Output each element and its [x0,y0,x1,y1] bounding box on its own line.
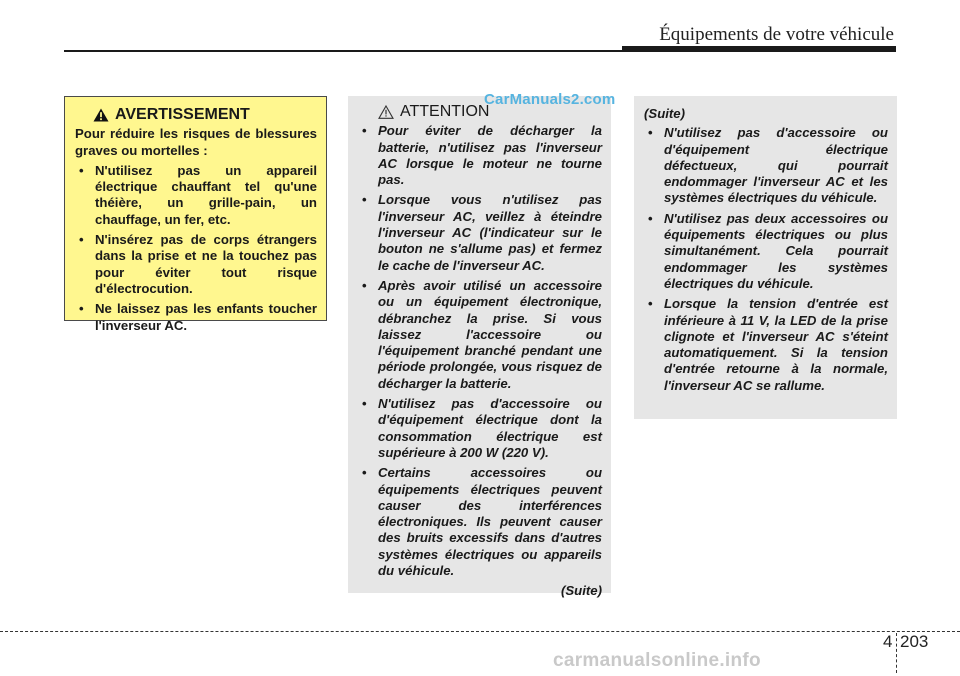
footer-site-logo[interactable]: carmanualsonline.info [553,650,761,671]
continued-marker: (Suite) [560,583,602,599]
list-item: • Ne laissez pas les enfants toucher l'inverseur AC. [75,301,317,334]
attention-box [348,96,611,599]
list-item: • Après avoir utilisé un accessoire ou un équipement électronique, débranchez la prise. Si vous laissez l'accessoire ou l'équipement branché pendant une période prolongée, vous risquez de décharger la batterie. [358,278,602,392]
page-header-title: Équipements de votre véhicule [659,24,894,45]
list-item: • N'utilisez pas d'accessoire ou d'équipement électrique dont la consommation électrique est supérieure à 200 W (220 V). [358,396,602,461]
list-item: • Pour éviter de décharger la batterie, n'utilisez pas l'inverseur AC lorsque le moteur ne tourne pas. [358,123,602,188]
attention-continued-box [634,96,897,419]
warning-title: AVERTISSEMENT [115,106,250,123]
page-number-separator [896,633,897,673]
list-item: • Certains accessoires ou équipements électriques peuvent causer des interférences électroniques. Ils peuvent causer des bruits excessifs dans d'autres systèmes électriques ou appareils du véhicule. [358,465,602,579]
list-item: • N'utilisez pas un appareil électrique chauffant tel qu'une théière, un grille-pain, un chauffage, un fer, etc. [75,163,317,228]
chapter-number: 4 [883,632,893,651]
attention-title: ATTENTION [400,103,490,120]
footer-rule [0,631,960,632]
site-watermark[interactable]: CarManuals2.com [484,91,616,108]
warning-triangle-icon [93,108,109,122]
warning-intro: Pour réduire les risques de blessures graves ou mortelles : [75,126,317,158]
list-item: • N'utilisez pas deux accessoires ou équipements électriques ou plus simultanément. Cela pourrait endommager les systèmes électriques du véhicule. [644,211,888,292]
warning-box [64,96,327,333]
list-item: • Lorsque vous n'utilisez pas l'inverseur AC, veillez à éteindre l'inverseur AC (l'indicateur sur le bouton ne s'allume pas) et fermez le cache de l'inverseur AC. [358,192,602,273]
list-item: • Lorsque la tension d'entrée est inférieure à 11 V, la LED de la prise clignote et l'inverseur AC s'éteint automatiquement. Si la tension d'entrée retourne à la normale, l'inverseur AC se rallume. [644,296,888,394]
header-rule-tab [622,46,896,52]
warning-heading [93,107,317,123]
warning-list [75,163,317,334]
caution-triangle-icon [378,105,394,119]
page-number: 203 [900,632,929,651]
list-item: • N'insérez pas de corps étrangers dans la prise et ne la touchez pas pour éviter tout risque d'électrocution. [75,232,317,297]
continued-label: (Suite) [644,106,686,121]
list-item: • N'utilisez pas d'accessoire ou d'équipement électrique défectueux, qui pourrait endommager l'inverseur AC et les systèmes électriques du véhicule. [644,125,888,206]
continued-list [644,125,888,394]
attention-list [358,123,602,579]
